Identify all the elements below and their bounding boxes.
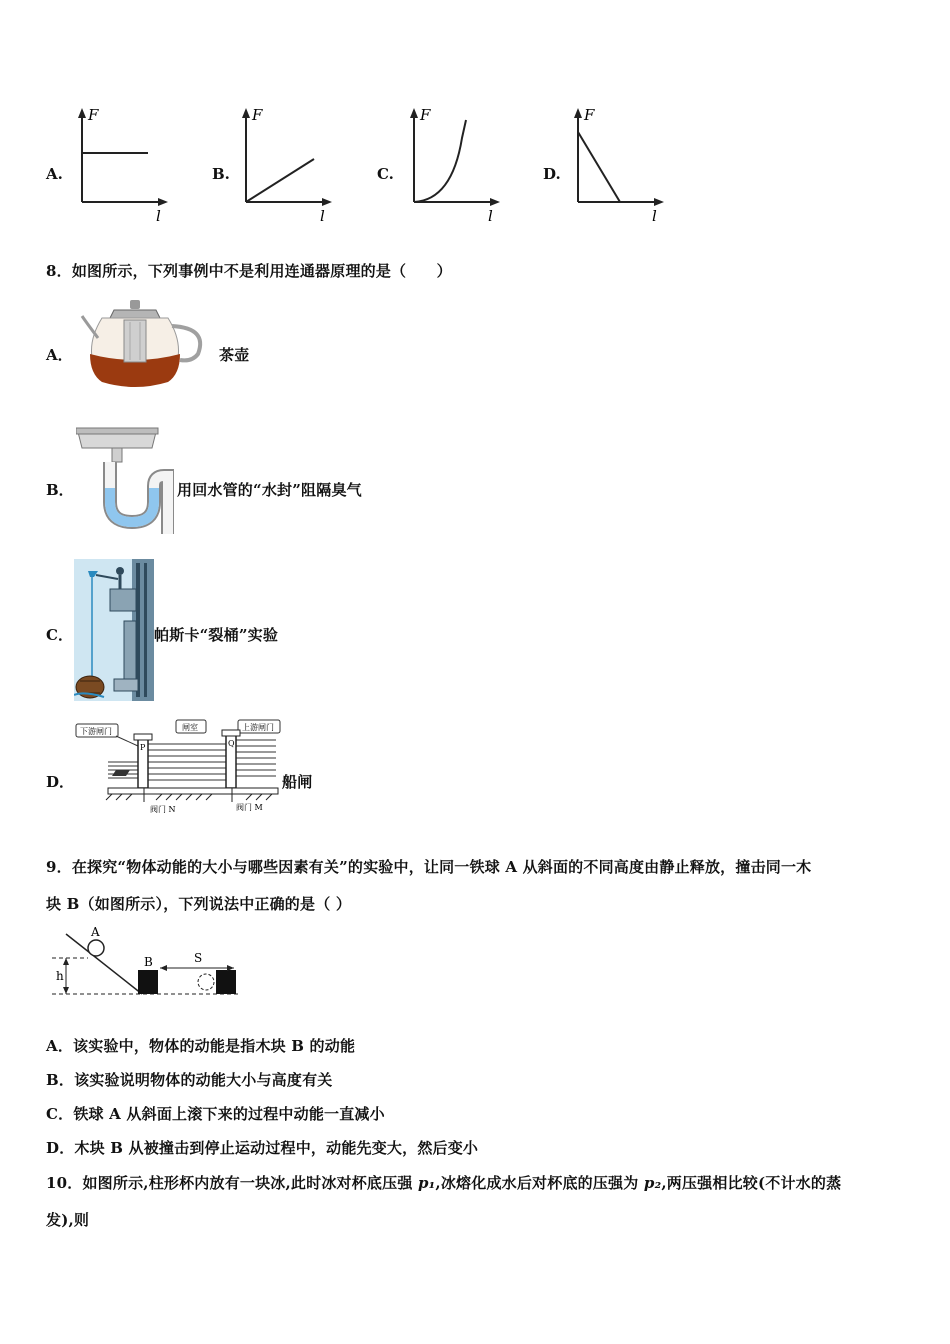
incline-experiment-diagram [52, 922, 248, 1002]
q7-graph-a [72, 102, 172, 226]
q8-option-a-caption: 茶壶 [219, 346, 250, 364]
q9-option-c: C．铁球 A 从斜面上滚下来的过程中动能一直减小 [46, 1105, 385, 1123]
q7-option-b-label: B. [212, 165, 230, 183]
q7-c-y-axis: F [420, 106, 431, 124]
q9-stem-line2: 块 B（如图所示），下列说法中正确的是（ ） [46, 895, 352, 913]
q7-d-y-axis: F [584, 106, 595, 124]
q8-option-c-caption: 帕斯卡“裂桶”实验 [154, 626, 279, 644]
q7-option-d-label: D. [543, 165, 561, 183]
q7-graph-b [236, 102, 336, 226]
q8-option-d-label: D． [46, 773, 75, 791]
q10-text-a: 10．如图所示,柱形杯内放有一块冰,此时冰对杯底压强 [46, 1174, 418, 1192]
q9-stem-line1: 9．在探究“物体动能的大小与哪些因素有关”的实验中，让同一铁球 A 从斜面的不同高度由静止释放，撞击同一木 [46, 858, 812, 876]
q8-option-b-label: B． [46, 481, 74, 499]
q10-text-c: ,两压强相比较(不计水的蒸 [661, 1174, 842, 1192]
q7-option-a-label: A. [46, 165, 63, 183]
q8-option-a-label: A． [46, 346, 73, 364]
q8-option-c-label: C． [46, 626, 73, 644]
q9-option-d: D．木块 B 从被撞击到停止运动过程中，动能先变大，然后变小 [46, 1139, 479, 1157]
teapot-image [80, 298, 210, 390]
lock-tag-right: 上游闸门 [242, 723, 274, 732]
q10-p1: p₁ [417, 1174, 436, 1192]
q7-option-c-label: C. [377, 165, 394, 183]
q7-c-x-axis: l [488, 207, 493, 225]
lock-valve-m: 阀门 M [236, 803, 263, 812]
ship-lock-image [72, 716, 282, 816]
q8-option-b-caption: 用回水管的“水封”阻隔臭气 [177, 481, 362, 499]
q10-p2: p₂ [643, 1174, 662, 1192]
q9-option-a: A．该实验中，物体的动能是指木块 B 的动能 [46, 1037, 356, 1055]
lock-gate-q: Q [228, 739, 235, 748]
lock-tag-mid: 闸室 [182, 723, 198, 732]
q10-text-b: ,冰熔化成水后对杯底的压强为 [435, 1174, 644, 1192]
q7-d-x-axis: l [652, 207, 657, 225]
q10-stem-line2: 发),则 [46, 1211, 90, 1229]
q9-option-b: B．该实验说明物体的动能大小与高度有关 [46, 1071, 333, 1089]
q7-graph-d [568, 102, 668, 226]
lock-gate-p: P [140, 743, 146, 752]
diagram-block-label: B [144, 955, 153, 969]
q7-a-y-axis: F [88, 106, 99, 124]
diagram-distance-label: S [194, 951, 203, 965]
q8-option-d-caption: 船闸 [282, 773, 313, 791]
q8-stem: 8．如图所示，下列事例中不是利用连通器原理的是（ ） [46, 262, 452, 280]
q10-stem-line1 [46, 1172, 841, 1193]
sink-trap-image [76, 426, 174, 538]
q7-a-x-axis: l [156, 207, 161, 225]
pascal-barrel-image [74, 559, 154, 701]
lock-tag-left: 下游闸门 [80, 727, 112, 736]
diagram-ball-label: A [91, 925, 100, 939]
lock-valve-n: 阀门 N [150, 805, 176, 814]
diagram-height-label: h [56, 969, 64, 983]
q7-graph-c [404, 102, 504, 226]
q7-b-x-axis: l [320, 207, 325, 225]
q7-b-y-axis: F [252, 106, 263, 124]
